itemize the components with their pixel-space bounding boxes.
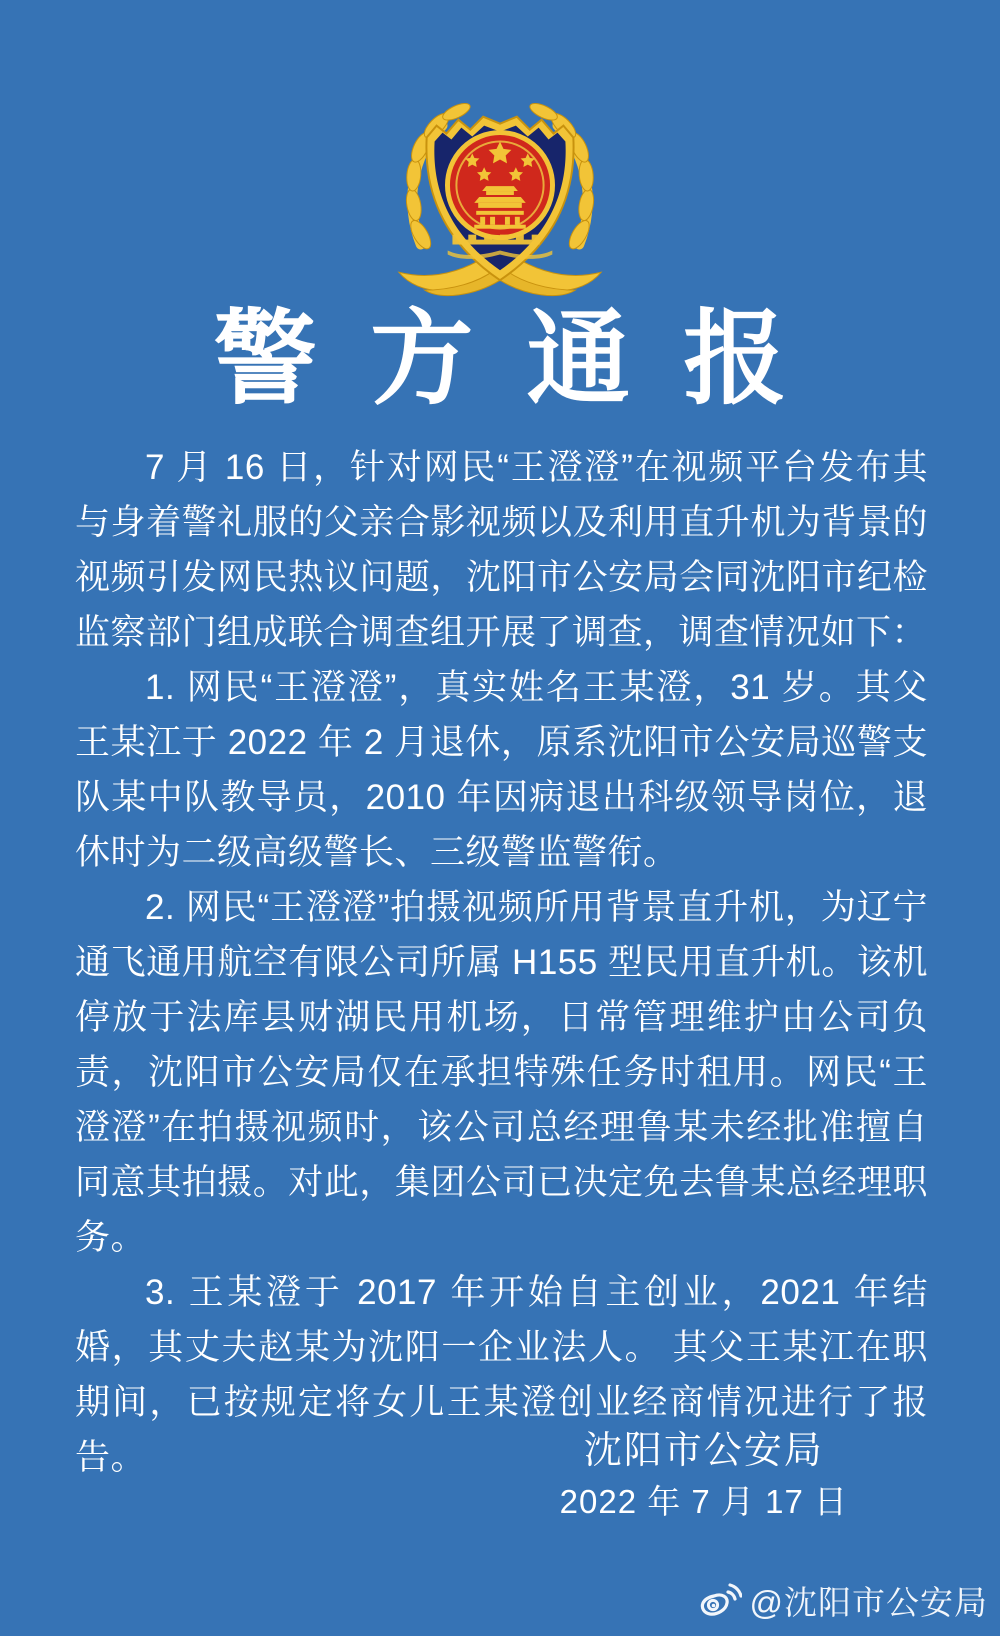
- paragraph-item-3: 3. 王某澄于 2017 年开始自主创业，2021 年结婚，其丈夫赵某为沈阳一企业法人。 其父王某江在职期间，已按规定将女儿王某澄创业经商情况进行了报告。: [75, 1273, 928, 1477]
- weibo-watermark: [700, 1577, 989, 1624]
- signature-block: [560, 1424, 848, 1526]
- paragraph-item-2: 2. 网民“王澄澄”拍摄视频所用背景直升机，为辽宁通飞通用航空有限公司所属 H155 型民用直升机。该机停放于法库县财湖民用机场，日常管理维护由公司负责，沈阳市公安局仅在承担特殊任务时租用。网民“王澄澄”在拍摄视频时，该公司总经理鲁某未经批准擅自同意其拍摄。对此，集团公司已决定免去鲁某总经理职务。: [75, 888, 928, 1257]
- police-badge-icon: [391, 86, 609, 304]
- issue-date: 2022 年 7 月 17 日: [559, 1483, 848, 1520]
- weibo-icon: [700, 1583, 742, 1619]
- paragraph-intro: 7 月 16 日，针对网民“王澄澄”在视频平台发布其与身着警礼服的父亲合影视频以及利用直升机为背景的视频引发网民热议问题，沈阳市公安局会同沈阳市纪检监察部门组成联合调查组开展了调查，调查情况如下：: [75, 448, 928, 652]
- notice-body: [75, 440, 928, 1485]
- issuing-authority: 沈阳市公安局: [583, 1430, 824, 1472]
- paragraph-item-1: 1. 网民“王澄澄”，真实姓名王某澄，31 岁。其父王某江于 2022 年 2 月退休，原系沈阳市公安局巡警支队某中队教导员，2010 年因病退出科级领导岗位，退休时为二级高级警长、三级警监警衔。: [75, 668, 928, 872]
- notice-title: 警方通报: [213, 303, 840, 417]
- weibo-handle: @沈阳市公安局: [749, 1584, 988, 1621]
